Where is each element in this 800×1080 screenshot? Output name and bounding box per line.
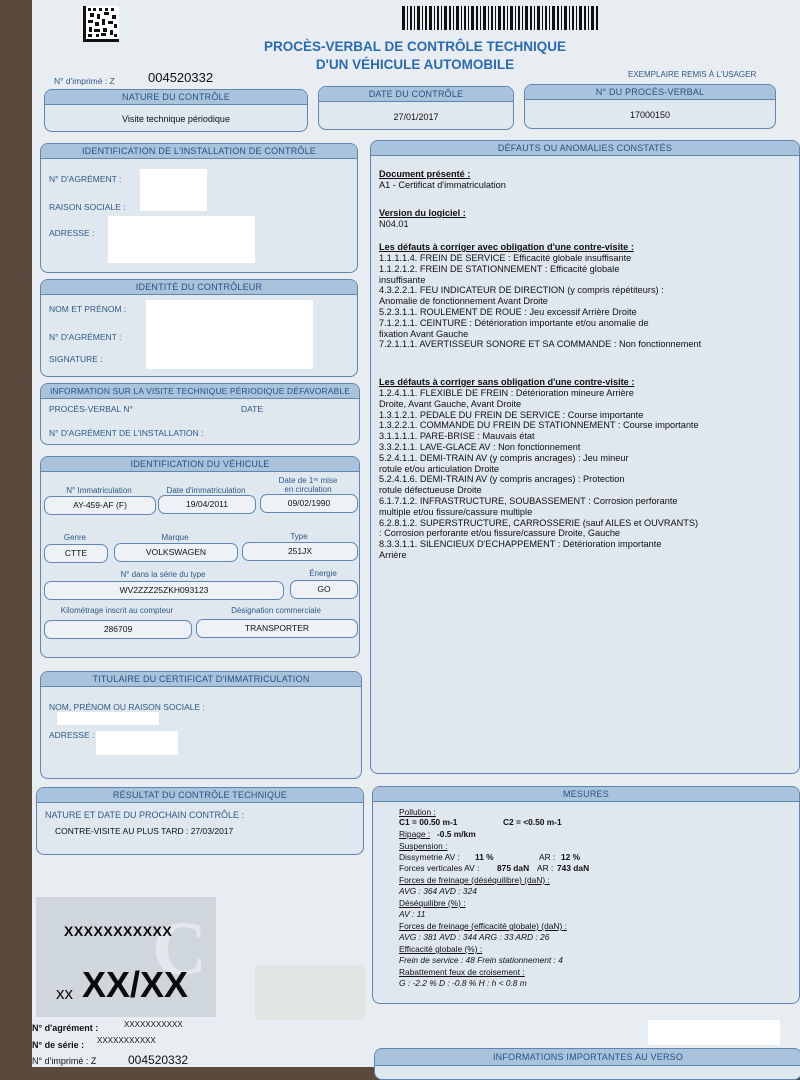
defaut-avec-line: 7.1.2.1.1. CEINTURE : Détérioration importante et/ou anomalie de: [379, 317, 649, 328]
date-controle-header: DATE DU CONTRÔLE: [319, 87, 513, 102]
redaction-adresse: [108, 216, 255, 263]
defauts-avec-title: Les défauts à corriger avec obligation d'une contre-visite :: [379, 242, 634, 252]
imprime-number: 004520332: [148, 70, 214, 85]
info-visite-header: INFORMATION SUR LA VISITE TECHNIQUE PÉRIODIQUE DÉFAVORABLE: [41, 384, 359, 399]
serie-label: N° dans la série du type: [120, 570, 206, 579]
svg-text:C: C: [152, 910, 207, 990]
date-immat-label: Date d'immatriculation: [166, 486, 246, 495]
pollution-c1: C1 = 00.50 m-1: [399, 817, 458, 827]
controleur-agrement-label: N° D'AGRÉMENT :: [49, 332, 122, 342]
defaut-sans-line: 5.2.4.1.6. DEMI-TRAIN AV (y compris ancrages) : Protection: [379, 474, 625, 485]
freinage-efficacite-values: AVG : 381 AVD : 344 ARG : 33 ARD : 26: [399, 932, 550, 942]
date-immat-value: 19/04/2011: [158, 495, 256, 514]
info-visite-agrement-label: N° D'AGRÉMENT DE L'INSTALLATION :: [49, 428, 204, 438]
defauts-header: DÉFAUTS OU ANOMALIES CONSTATÉS: [371, 141, 799, 156]
info-visite-box: [40, 383, 360, 445]
document-presente-title: Document présenté :: [379, 169, 471, 179]
bottom-agrement-label: N° d'agrément :: [32, 1023, 99, 1033]
defaut-sans-line: 1.3.2.2.1. COMMANDE DU FREIN DE STATIONNEMENT : Course importante: [379, 420, 699, 431]
defaut-sans-line: 5.2.4.1.1. DEMI-TRAIN AV (y compris ancrages) : Jeu mineur: [379, 452, 629, 463]
nature-controle-value: Visite technique périodique: [122, 114, 230, 124]
installation-header: IDENTIFICATION DE L'INSTALLATION DE CONTRÔLE: [41, 144, 357, 159]
rabattement-values: G : -2.2 % D : -0.8 % H : h < 0.8 m: [399, 978, 527, 988]
defaut-sans-line: rotule défectueuse Droite: [379, 485, 482, 496]
controleur-signature-label: SIGNATURE :: [49, 354, 103, 364]
defaut-avec-line: 7.2.1.1.1. AVERTISSEUR SONORE ET SA COMMANDE : Non fonctionnement: [379, 339, 702, 350]
document-title: [200, 38, 630, 74]
defaut-avec-line: 1.1.1.1.4. FREIN DE SERVICE : Efficacité globale insuffisante: [379, 253, 632, 263]
designation-label: Désignation commerciale: [231, 606, 321, 615]
forces-verticales-label: Forces verticales AV :: [399, 863, 480, 873]
immat-label: N° Immatriculation: [66, 486, 132, 495]
numero-pv-box: [524, 84, 776, 129]
desequilibre-values: AV : 11: [399, 909, 426, 919]
date-controle-value: 27/01/2017: [393, 112, 439, 122]
resultat-header: RÉSULTAT DU CONTRÔLE TECHNIQUE: [37, 788, 363, 803]
imprime-label: N° d'imprimé : Z: [54, 76, 115, 86]
document-presente-value: A1 - Certificat d'immatriculation: [379, 180, 506, 190]
mesures-header: MESURES: [373, 787, 799, 802]
defaut-avec-line: insuffisante: [379, 274, 426, 285]
defauts-box: [370, 140, 800, 774]
immat-value: AY-459-AF (F): [44, 496, 156, 515]
efficacite-globale-values: Frein de service : 48 Frein stationnement : 4: [399, 955, 563, 965]
genre-value: CTTE: [44, 544, 108, 563]
premiere-circulation-label: [260, 476, 356, 494]
redaction-titulaire-adresse: [96, 731, 178, 755]
bottom-imprime-label: N° d'imprimé : Z: [32, 1056, 97, 1066]
premiere-label-1: Date de 1ʳᵉ mise: [278, 476, 338, 485]
info-visite-pv-label: PROCÈS-VERBAL N°: [49, 404, 133, 414]
serie-value: WV2ZZZ25ZKH093123: [44, 581, 284, 600]
km-label: Kilométrage inscrit au compteur: [60, 606, 174, 615]
type-label: Type: [290, 532, 308, 541]
redaction-installation: [140, 169, 207, 211]
stamp-big-xx: XX/XX: [82, 964, 189, 1005]
stamp-small-xx: xx: [56, 984, 73, 1003]
km-value: 286709: [44, 620, 192, 639]
dissymetrie-ar: 12 %: [561, 852, 581, 862]
redaction-controleur: [146, 300, 313, 369]
desequilibre-title: Déséquilibre (%) :: [399, 898, 466, 908]
ripage-value: -0.5 m/km: [437, 829, 476, 839]
type-value: 251JX: [242, 542, 358, 561]
genre-label: Genre: [63, 533, 87, 542]
rabattement-title: Rabattement feux de croisement :: [399, 967, 525, 977]
title-line-1: PROCÈS-VERBAL DE CONTRÔLE TECHNIQUE: [263, 39, 567, 54]
pollution-c2: C2 = <0.50 m-1: [503, 817, 562, 827]
bottom-serie-label: N° de série :: [32, 1040, 85, 1050]
titulaire-header: TITULAIRE DU CERTIFICAT D'IMMATRICULATION: [41, 672, 361, 687]
defaut-sans-line: Droite, Avant Gauche, Avant Droite: [379, 398, 522, 409]
nature-controle-box: [44, 89, 308, 132]
marque-value: VOLKSWAGEN: [114, 543, 238, 562]
forces-verticales-ar-label: AR :: [537, 863, 554, 873]
bottom-serie-value: XXXXXXXXXXX: [97, 1036, 156, 1045]
installation-agrement-label: N° D'AGRÉMENT :: [49, 174, 122, 184]
forces-verticales-ar: 743 daN: [557, 863, 590, 873]
premiere-circulation-value: 09/02/1990: [260, 494, 358, 513]
titulaire-adresse-label: ADRESSE :: [49, 730, 95, 740]
defaut-avec-line: Anomalie de fonctionnement Avant Droite: [379, 296, 548, 307]
barcode: [402, 6, 598, 30]
defaut-sans-line: multiple et/ou fissure/cassure multiple: [379, 506, 533, 517]
info-verso-header: INFORMATIONS IMPORTANTES AU VERSO: [375, 1049, 800, 1066]
datamatrix-code: [83, 6, 119, 42]
exemplaire-label: EXEMPLAIRE REMIS À L'USAGER: [628, 70, 757, 79]
ripage-label: Ripage :: [399, 829, 431, 839]
installation-raison-label: RAISON SOCIALE :: [49, 202, 126, 212]
titulaire-nom-label: NOM, PRÉNOM OU RAISON SOCIALE :: [49, 702, 205, 712]
prochain-controle-label: NATURE ET DATE DU PROCHAIN CONTRÔLE :: [45, 810, 245, 820]
defaut-sans-line: 3.1.1.1.1. PARE-BRISE : Mauvais état: [379, 431, 535, 442]
date-controle-box: [318, 86, 514, 130]
defaut-avec-line: 4.3.2.2.1. FEU INDICATEUR DE DIRECTION (y compris répétiteurs) :: [379, 285, 664, 296]
defaut-sans-line: : Corrosion perforante et/ou fissure/cassure Droite, Gauche: [379, 528, 621, 539]
premiere-label-2: en circulation: [284, 485, 332, 494]
prochain-controle-value: CONTRE-VISITE AU PLUS TARD : 27/03/2017: [55, 826, 234, 836]
installation-adresse-label: ADRESSE :: [49, 228, 95, 238]
freinage-desequilibre-title: Forces de freinage (déséquilibre) (daN) :: [399, 875, 550, 885]
resultat-box: [36, 787, 364, 855]
pollution-title: Pollution :: [399, 807, 436, 817]
defaut-sans-line: 3.3.2.1.1. LAVE-GLACE AV : Non fonctionnement: [379, 442, 581, 452]
defaut-sans-line: rotule et/ou articulation Droite: [379, 463, 500, 474]
freinage-efficacite-title: Forces de freinage (efficacité globale) (daN) :: [399, 921, 567, 931]
defaut-sans-line: Arrière: [379, 550, 407, 560]
redaction-bottom: [648, 1020, 780, 1045]
defaut-sans-line: 6.2.8.1.2. SUPERSTRUCTURE, CARROSSERIE (sauf AILES et OUVRANTS): [379, 517, 699, 528]
freinage-desequilibre-values: AVG : 364 AVD : 324: [399, 886, 477, 896]
designation-value: TRANSPORTER: [196, 619, 358, 638]
title-line-2: D'UN VÉHICULE AUTOMOBILE: [315, 57, 515, 72]
energie-value: GO: [290, 580, 358, 599]
info-verso-box: [374, 1048, 800, 1080]
defaut-sans-line: 1.3.1.2.1. PEDALE DU FREIN DE SERVICE : Course importante: [379, 409, 644, 420]
efficacite-globale-title: Efficacité globale (%) :: [399, 944, 483, 954]
bottom-imprime-value: 004520332: [128, 1053, 189, 1067]
version-logiciel-title: Version du logiciel :: [379, 208, 466, 218]
info-visite-date-label: DATE: [241, 404, 264, 414]
defaut-sans-line: 1.2.4.1.1. FLEXIBLE DE FREIN : Détérioration mineure Arrière: [379, 388, 634, 398]
bottom-agrement-value: XXXXXXXXXXX: [124, 1020, 183, 1029]
stamp-top-x: XXXXXXXXXXX: [64, 923, 173, 939]
nature-controle-header: NATURE DU CONTRÔLE: [45, 90, 307, 105]
controleur-header: IDENTITÉ DU CONTRÔLEUR: [41, 280, 357, 295]
defaut-avec-line: 1.1.2.1.2. FREIN DE STATIONNEMENT : Efficacité globale: [379, 263, 620, 274]
defaut-avec-line: 5.2.3.1.1. ROULEMENT DE ROUE : Jeu excessif Arrière Droite: [379, 307, 637, 317]
redaction-titulaire-nom: [57, 712, 159, 725]
forces-verticales-av: 875 daN: [497, 863, 530, 873]
energie-label: Énergie: [309, 569, 337, 578]
suspension-title: Suspension :: [399, 841, 448, 851]
defaut-sans-line: 8.3.3.1.1. SILENCIEUX D'ECHAPPEMENT : Détérioration importante: [379, 539, 662, 550]
dissymetrie-label: Dissymetrie AV :: [399, 852, 460, 862]
defaut-avec-line: fixation Avant Gauche: [379, 328, 469, 339]
controleur-nom-label: NOM ET PRÉNOM :: [49, 304, 127, 314]
vehicule-header: IDENTIFICATION DU VÉHICULE: [41, 457, 359, 472]
mesures-box: [372, 786, 800, 1004]
version-logiciel-value: N04.01: [379, 219, 409, 229]
numero-pv-header: N° DU PROCÈS-VERBAL: [525, 85, 775, 100]
dissymetrie-ar-label: AR :: [539, 852, 556, 862]
hologram-patch: [255, 965, 365, 1020]
numero-pv-value: 17000150: [629, 110, 671, 120]
defaut-sans-line: 6.1.7.1.2. INFRASTRUCTURE, SOUBASSEMENT : Corrosion perforante: [379, 496, 678, 506]
defauts-sans-title: Les défauts à corriger sans obligation d'une contre-visite :: [379, 377, 635, 387]
titulaire-box: [40, 671, 362, 779]
dissymetrie-av: 11 %: [475, 852, 494, 862]
marque-label: Marque: [161, 533, 189, 542]
